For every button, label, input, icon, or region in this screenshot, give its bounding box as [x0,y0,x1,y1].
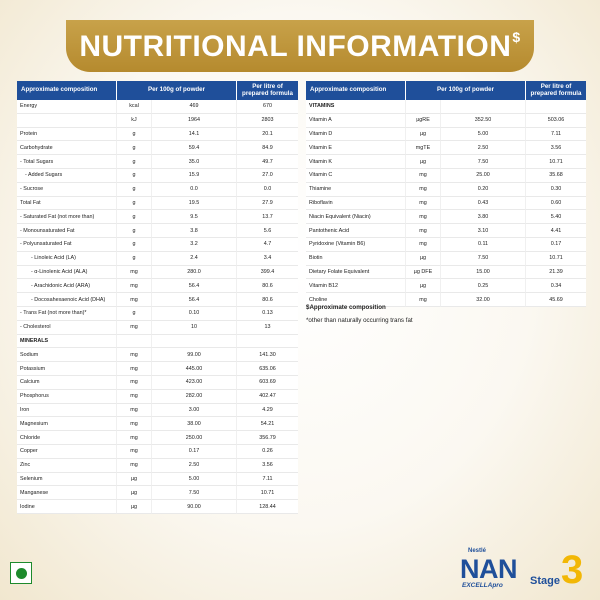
table-row [17,266,298,280]
row-per-litre: 10.71 [237,486,298,500]
row-per-litre: 5.6 [237,224,298,238]
table-row [306,114,586,128]
table-row [17,141,298,155]
table-row [17,473,298,487]
row-per-litre: 0.60 [526,197,586,211]
row-label: MINERALS [17,335,117,349]
row-per-100g: 90.00 [152,500,237,514]
row-label: Dietary Folate Equivalent [306,266,406,280]
row-per-100g: 282.00 [152,390,237,404]
row-unit: g [117,197,152,211]
row-label: Biotin [306,252,406,266]
table-row [17,100,298,114]
row-per-litre: 0.0 [237,183,298,197]
row-per-litre: 84.9 [237,141,298,155]
right-table-body [306,100,586,307]
row-unit: mg [406,238,441,252]
row-unit: mg [117,459,152,473]
row-unit: µg [117,500,152,514]
table-row [17,459,298,473]
table-row [306,238,586,252]
table-row [17,417,298,431]
row-unit: g [117,307,152,321]
row-unit: g [117,141,152,155]
row-label: Sodium [17,348,117,362]
veg-symbol-icon [10,562,32,584]
row-unit: kJ [117,114,152,128]
row-unit: µg DFE [406,266,441,280]
row-per-litre: 27.0 [237,169,298,183]
table-row [17,197,298,211]
nutrition-table-left [17,81,298,514]
row-unit: g [117,128,152,142]
header-per-100g: Per 100g of powder [406,81,526,100]
row-per-litre: 7.11 [237,473,298,487]
row-label: Choline [306,293,406,307]
row-per-100g: 5.00 [441,128,526,142]
row-per-litre [237,335,298,349]
table-row [306,224,586,238]
row-unit: mg [406,183,441,197]
row-per-litre: 402.47 [237,390,298,404]
table-row [17,169,298,183]
brand-subline: EXCELLApro [462,582,503,589]
row-unit: µg [406,155,441,169]
row-per-litre [526,100,586,114]
row-label: Total Fat [17,197,117,211]
row-per-100g: 0.11 [441,238,526,252]
table-row [17,238,298,252]
row-label: Carbohydrate [17,141,117,155]
table-row [17,348,298,362]
row-label: Chloride [17,431,117,445]
row-per-litre: 10.71 [526,155,586,169]
row-per-100g: 352.50 [441,114,526,128]
row-per-litre: 4.7 [237,238,298,252]
row-label: Vitamin K [306,155,406,169]
row-label: Thiamine [306,183,406,197]
row-label: Vitamin C [306,169,406,183]
row-per-litre: 0.34 [526,279,586,293]
row-per-100g: 423.00 [152,376,237,390]
row-label: Iron [17,404,117,418]
row-unit: mg [406,224,441,238]
row-label: - Trans Fat (not more than)* [17,307,117,321]
table-header-row [17,81,298,100]
row-per-litre: 0.26 [237,445,298,459]
row-per-litre: 3.56 [526,141,586,155]
row-label: Pantothenic Acid [306,224,406,238]
table-row [17,183,298,197]
brand-maker: Nestlé [468,548,487,554]
row-per-100g: 56.4 [152,279,237,293]
row-per-100g: 0.20 [441,183,526,197]
row-unit: mg [117,445,152,459]
row-per-100g: 99.00 [152,348,237,362]
row-per-100g: 2.50 [152,459,237,473]
table-row [306,169,586,183]
row-unit: µg [406,128,441,142]
row-unit: g [117,155,152,169]
row-label: - Monounsaturated Fat [17,224,117,238]
row-per-100g: 3.8 [152,224,237,238]
row-label: Zinc [17,459,117,473]
row-per-100g: 0.17 [152,445,237,459]
table-row [17,486,298,500]
row-per-100g: 38.00 [152,417,237,431]
row-per-100g: 0.10 [152,307,237,321]
row-per-litre: 670 [237,100,298,114]
row-label: Selenium [17,473,117,487]
row-per-litre: 503.06 [526,114,586,128]
row-per-litre: 80.6 [237,293,298,307]
row-unit: mg [406,210,441,224]
row-per-100g: 0.43 [441,197,526,211]
row-unit: mg [117,417,152,431]
row-per-litre: 4.41 [526,224,586,238]
row-label: Magnesium [17,417,117,431]
row-per-100g: 15.9 [152,169,237,183]
nutrition-table-right [306,81,586,307]
row-per-litre: 7.11 [526,128,586,142]
row-per-100g: 3.80 [441,210,526,224]
row-label: - Saturated Fat (not more than) [17,210,117,224]
row-label: VITAMINS [306,100,406,114]
row-unit: g [117,169,152,183]
table-row [306,141,586,155]
row-per-100g: 3.00 [152,404,237,418]
page-title: NUTRITIONAL INFORMATION$ [79,28,521,63]
row-unit: µgRE [406,114,441,128]
row-per-100g: 7.50 [152,486,237,500]
row-per-litre: 80.6 [237,279,298,293]
row-per-100g: 15.00 [441,266,526,280]
header-per-100g: Per 100g of powder [117,81,237,100]
row-per-100g: 0.25 [441,279,526,293]
table-row [306,197,586,211]
row-per-100g: 59.4 [152,141,237,155]
row-per-100g [441,100,526,114]
row-unit: mg [117,431,152,445]
footnote-trans: *other than naturally occurring trans fat [306,317,413,324]
row-per-100g: 7.50 [441,155,526,169]
title-footnote-mark: $ [512,28,521,45]
table-row [17,390,298,404]
row-unit: kcal [117,100,152,114]
row-per-litre: 5.40 [526,210,586,224]
row-per-litre: 603.69 [237,376,298,390]
row-per-litre: 0.13 [237,307,298,321]
row-per-litre: 35.68 [526,169,586,183]
table-header-row [306,81,586,100]
row-per-100g: 32.00 [441,293,526,307]
table-row [17,155,298,169]
row-unit: mg [117,348,152,362]
row-label: - Linoleic Acid (LA) [17,252,117,266]
header-composition: Approximate composition [306,81,406,100]
row-unit: mg [117,279,152,293]
row-unit: mg [406,197,441,211]
table-row [17,404,298,418]
row-unit: mgTE [406,141,441,155]
row-per-100g: 56.4 [152,293,237,307]
row-label: Vitamin E [306,141,406,155]
row-unit: mg [406,169,441,183]
row-label: - Arachidonic Acid (ARA) [17,279,117,293]
table-row [17,128,298,142]
row-label: - Added Sugars [17,169,117,183]
veg-dot [16,568,27,579]
stage-label: Stage [530,575,560,587]
row-per-100g: 35.0 [152,155,237,169]
row-label: Calcium [17,376,117,390]
row-per-100g: 14.1 [152,128,237,142]
row-unit: mg [117,390,152,404]
row-per-litre: 10.71 [526,252,586,266]
row-per-litre: 2803 [237,114,298,128]
table-row [306,128,586,142]
row-per-100g: 3.10 [441,224,526,238]
table-row [306,210,586,224]
table-row [306,155,586,169]
row-unit: mg [117,376,152,390]
row-unit [117,335,152,349]
table-row [17,252,298,266]
row-label: - Sucrose [17,183,117,197]
row-per-litre: 635.06 [237,362,298,376]
row-label: Copper [17,445,117,459]
table-row [17,210,298,224]
table-row [17,224,298,238]
table-row [17,114,298,128]
row-per-litre: 4.29 [237,404,298,418]
row-unit: µg [406,279,441,293]
table-row [306,100,586,114]
row-per-100g [152,335,237,349]
row-per-100g: 3.2 [152,238,237,252]
header-per-litre: Per litre of prepared formula [526,81,586,100]
row-per-litre: 20.1 [237,128,298,142]
row-per-litre: 45.69 [526,293,586,307]
row-unit: g [117,210,152,224]
row-label: Phosphorus [17,390,117,404]
header-per-litre: Per litre of prepared formula [237,81,298,100]
row-per-litre: 3.56 [237,459,298,473]
table-row [17,335,298,349]
row-label: Vitamin B12 [306,279,406,293]
brand-name: NAN [460,554,517,584]
row-label: - Cholesterol [17,321,117,335]
row-unit: g [117,252,152,266]
row-unit [406,100,441,114]
row-per-litre: 54.21 [237,417,298,431]
row-per-100g: 25.00 [441,169,526,183]
row-label: - Total Sugars [17,155,117,169]
row-label: Niacin Equivalent (Niacin) [306,210,406,224]
table-row [17,500,298,514]
row-label: Energy [17,100,117,114]
row-per-litre: 128.44 [237,500,298,514]
row-unit: mg [406,293,441,307]
table-row [17,321,298,335]
row-per-100g: 2.4 [152,252,237,266]
table-row [17,445,298,459]
row-label: - α-Linolenic Acid (ALA) [17,266,117,280]
table-row [17,293,298,307]
row-label: Riboflavin [306,197,406,211]
row-per-litre: 3.4 [237,252,298,266]
title-banner [66,20,534,72]
row-unit: g [117,224,152,238]
row-per-litre: 13 [237,321,298,335]
row-unit: µg [117,486,152,500]
brand-logo [460,548,590,598]
row-per-litre: 0.30 [526,183,586,197]
row-per-litre: 21.39 [526,266,586,280]
row-per-litre: 49.7 [237,155,298,169]
row-unit: mg [117,362,152,376]
row-per-100g: 2.50 [441,141,526,155]
row-per-100g: 250.00 [152,431,237,445]
row-label: Potassium [17,362,117,376]
row-per-100g: 10 [152,321,237,335]
table-row [17,376,298,390]
table-row [306,266,586,280]
row-per-100g: 19.5 [152,197,237,211]
left-table-body [17,100,298,514]
row-unit: mg [117,293,152,307]
row-label: - Docosahexaenoic Acid (DHA) [17,293,117,307]
row-per-100g: 469 [152,100,237,114]
table-row [17,431,298,445]
header-composition: Approximate composition [17,81,117,100]
row-per-litre: 0.17 [526,238,586,252]
row-unit: µg [117,473,152,487]
row-per-100g: 1964 [152,114,237,128]
row-unit: g [117,183,152,197]
row-label [17,114,117,128]
stage-number: 3 [561,548,584,592]
table-row [306,279,586,293]
row-unit: g [117,238,152,252]
row-unit: mg [117,321,152,335]
row-label: Pyridoxine (Vitamin B6) [306,238,406,252]
row-per-litre: 399.4 [237,266,298,280]
table-row [17,307,298,321]
table-row [17,362,298,376]
row-label: Iodine [17,500,117,514]
row-per-100g: 280.0 [152,266,237,280]
row-label: - Polyunsaturated Fat [17,238,117,252]
row-per-litre: 27.9 [237,197,298,211]
row-label: Manganese [17,486,117,500]
row-unit: µg [406,252,441,266]
footnotes [306,304,413,324]
table-row [306,183,586,197]
row-per-100g: 445.00 [152,362,237,376]
footnote-approx: $Approximate composition [306,304,386,311]
row-per-litre: 356.79 [237,431,298,445]
row-per-litre: 141.30 [237,348,298,362]
row-per-litre: 13.7 [237,210,298,224]
table-row [306,252,586,266]
row-per-100g: 7.50 [441,252,526,266]
row-per-100g: 0.0 [152,183,237,197]
row-per-100g: 9.5 [152,210,237,224]
row-unit: mg [117,404,152,418]
table-row [17,279,298,293]
row-per-100g: 5.00 [152,473,237,487]
row-unit: mg [117,266,152,280]
row-label: Vitamin A [306,114,406,128]
row-label: Vitamin D [306,128,406,142]
row-label: Protein [17,128,117,142]
